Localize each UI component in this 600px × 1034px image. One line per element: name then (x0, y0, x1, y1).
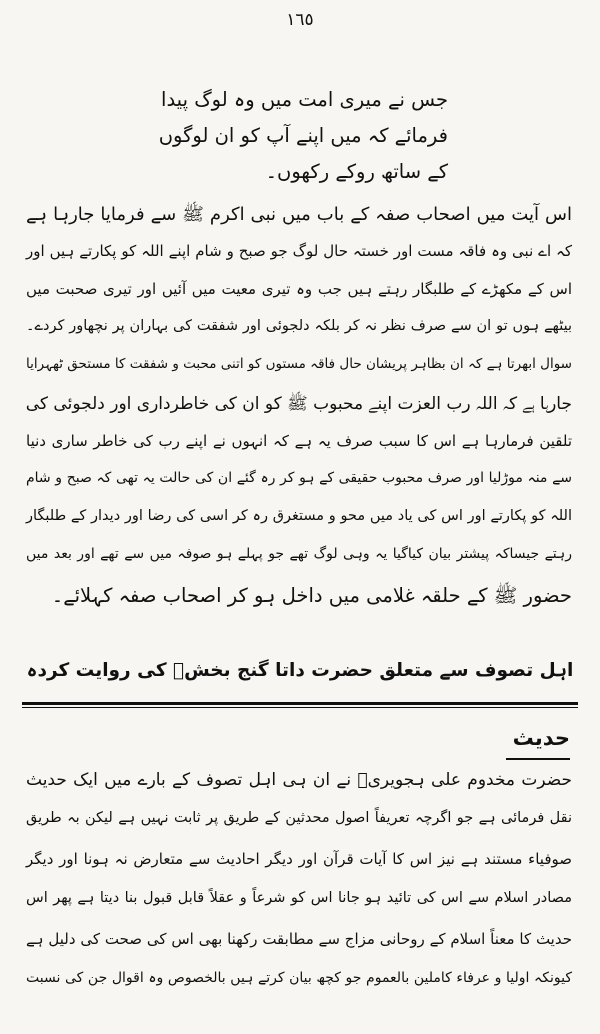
paragraph-line-1: اس آیت میں اصحاب صفہ کے باب میں نبی اکرم ﷺ سے فرمایا جارہا ہے (26, 204, 572, 225)
hadith-line-1: حضرت مخدوم علی ہجویریؒ نے ان ہی اہل تصوف کے بارے میں ایک حدیث (26, 770, 572, 790)
section-heading: اہل تصوف سے متعلق حضرت داتا گنج بخشؒ کی روایت کردہ (26, 660, 574, 681)
hadith-subheading: حدیث (512, 726, 570, 750)
paragraph-line-8: سے منہ موڑلیا اور صرف محبوب حقیقی کے ہو کر رہ گئے ان کی حالت یہ تھی کہ صبح و شام (26, 470, 572, 486)
paragraph-line-10: رہتے جیساکہ پیشتر بیان کیاگیا یہ وہی لوگ تھے جو پہلے ہو صوفہ میں سے تھے اور بعد میں (26, 546, 572, 562)
page-number: ١٦٥ (286, 10, 314, 30)
hadith-line-3: صوفیاء مستند ہے نیز اس کا آیات قرآن اور دیگر احادیث سے متعارض نہ ہونا اور دیگر (26, 850, 572, 868)
hadith-line-2: نقل فرمائی ہے جو اگرچہ تعریفاً اصول محدثین کے طریق پر ثابت نہیں ہے لیکن بہ طریق (26, 810, 572, 826)
verse-line-2: فرمائے کہ میں اپنے آپ کو ان لوگوں (158, 124, 448, 147)
paragraph-line-5: سوال ابھرتا ہے کہ ان بظاہر پریشان حال فاقہ مستوں کو اتنی محبت و شفقت کا مستحق ٹھہرایا (26, 356, 572, 372)
hadith-line-5: حدیث کا معناً اسلام کے روحانی مزاج سے مطابقت رکھنا بھی اس کی صحت کی دلیل ہے (26, 930, 572, 948)
hadith-line-6: کیونکہ اولیا و عرفاء کاملین بالعموم جو کچھ بیان کرتے ہیں بالخصوص وہ اقوال جن کی نسبت (26, 970, 572, 986)
hadith-line-4: مصادر اسلام سے اس کی تائید ہو جانا اس کو شرعاً و عقلاً قابل قبول بنا دیتا ہے پھر اس (26, 890, 572, 906)
heading-rule-thick (22, 702, 578, 705)
verse-line-1: جس نے میری امت میں وہ لوگ پیدا (161, 88, 448, 111)
paragraph-line-2: کہ اے نبی وہ فاقہ مست اور خستہ حال لوگ جو صبح و شام اپنے اللہ کو پکارتے ہیں اور (26, 242, 572, 260)
paragraph-line-9: اللہ کو پکارتے اور اس کی یاد میں محو و مستغرق رہ کر اسی کی رضا اور دیدار کے طلبگار (26, 508, 572, 524)
paragraph-line-7: تلقین فرمارہا ہے اس کا سبب صرف یہ ہے کہ انہوں نے اپنے رب کی خاطر ساری دنیا (26, 432, 572, 450)
paragraph-line-6: جارہا ہے کہ اللہ رب العزت اپنے محبوب ﷺ کو ان کی خاطرداری اور دلجوئی کی (25, 394, 572, 414)
paragraph-line-11: حضور ﷺ کے حلقہ غلامی میں داخل ہو کر اصحاب صفہ کہلائے۔ (51, 584, 572, 607)
verse-line-3: کے ساتھ روکے رکھوں۔ (265, 160, 448, 183)
paragraph-line-4: بیٹھے ہوں تو ان سے صرف نظر نہ کر بلکہ دلجوئی اور شفقت کی بہاران پر نچھاور کردے۔ (26, 318, 572, 334)
heading-rule-thin (22, 707, 578, 708)
subheading-underline (506, 758, 570, 760)
paragraph-line-3: اس کے مکھڑے کے طلبگار رہتے ہیں جب وہ تیری معیت میں آئیں اور تیری صحبت میں (26, 280, 572, 298)
